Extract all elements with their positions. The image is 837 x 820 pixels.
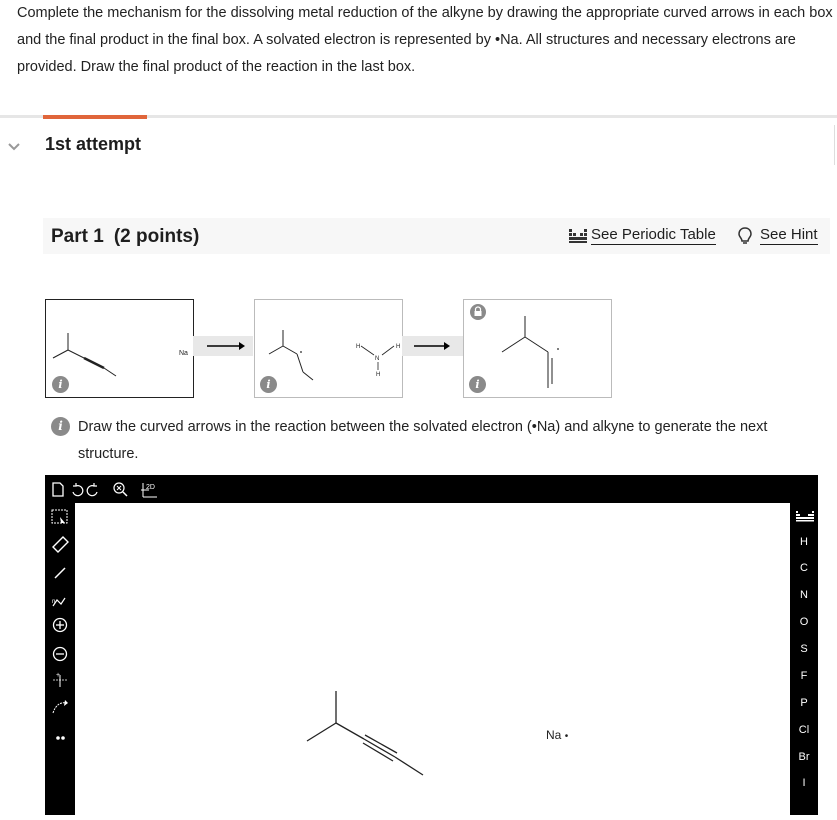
- zoom-clear-icon[interactable]: [114, 483, 127, 496]
- sodium-radical: [546, 728, 568, 742]
- info-icon[interactable]: i: [469, 376, 486, 393]
- svg-text:H: H: [396, 344, 401, 350]
- element-f-button[interactable]: F: [800, 670, 808, 682]
- undo-icon[interactable]: [73, 483, 83, 496]
- see-periodic-table-link[interactable]: See Periodic Table: [591, 226, 716, 243]
- chevron-down-icon[interactable]: [7, 140, 21, 154]
- element-n-button[interactable]: N: [800, 589, 808, 601]
- eraser-icon[interactable]: [53, 537, 68, 552]
- part-points: (2 points): [113, 226, 200, 247]
- svg-text:H: H: [376, 372, 381, 378]
- part-title: [51, 226, 199, 248]
- single-bond-icon[interactable]: [55, 568, 65, 578]
- attempt-tab-indicator: [43, 115, 147, 119]
- element-c-button[interactable]: C: [800, 562, 808, 574]
- curved-arrow-icon[interactable]: [53, 700, 68, 713]
- redo-icon[interactable]: [87, 483, 97, 496]
- intermediate-structure: [255, 300, 402, 397]
- new-document-icon[interactable]: [53, 483, 63, 496]
- lock-icon: [470, 304, 486, 320]
- element-h-button[interactable]: H: [800, 536, 808, 548]
- radical-dot: •: [564, 731, 569, 742]
- svg-text:n: n: [52, 599, 56, 605]
- sodium-label: Na: [179, 350, 188, 357]
- canvas-alkyne-structure: [75, 503, 790, 815]
- info-icon[interactable]: i: [260, 376, 277, 393]
- reaction-arrow-1: [193, 336, 253, 356]
- periodic-table-icon[interactable]: [795, 510, 815, 522]
- element-s-button[interactable]: S: [800, 643, 808, 655]
- question-text: Complete the mechanism for the dissolving metal reduction of the alkyne by drawing the appropriate curved arrows in each box and the final product in the final box. A solvated electron is represented by •Na. All structures and necessary electrons are provided. Draw the final product of the reaction in the last box.: [17, 5, 833, 75]
- svg-text:+: +: [56, 672, 61, 679]
- svg-text:H: H: [356, 344, 361, 350]
- reaction-arrow-2: [402, 336, 463, 356]
- editor-left-toolbar: [45, 503, 75, 815]
- 2d-label: 2D: [146, 484, 155, 491]
- svg-text:N: N: [375, 356, 380, 362]
- editor-element-toolbar: [790, 503, 818, 815]
- element-o-button[interactable]: O: [799, 616, 809, 628]
- drawing-canvas[interactable]: [75, 503, 790, 815]
- element-br-button[interactable]: Br: [798, 751, 810, 763]
- negative-charge-icon[interactable]: [54, 648, 67, 661]
- element-i-button[interactable]: I: [802, 777, 806, 789]
- info-icon[interactable]: i: [52, 376, 69, 393]
- positive-charge-icon[interactable]: [54, 619, 67, 632]
- resonance-arrow-icon[interactable]: [53, 672, 67, 687]
- editor-toolbar: [45, 475, 818, 503]
- lightbulb-icon[interactable]: [738, 227, 752, 245]
- chain-icon[interactable]: [52, 598, 65, 606]
- sodium-label: Na: [546, 728, 562, 742]
- see-hint-link[interactable]: See Hint: [760, 226, 818, 243]
- editor-toolbar-icons: [45, 475, 205, 503]
- info-icon: i: [51, 417, 70, 436]
- attempt-label[interactable]: 1st attempt: [45, 134, 142, 154]
- radical-product-structure: [464, 300, 611, 397]
- element-p-button[interactable]: P: [800, 697, 808, 709]
- periodic-table-icon[interactable]: [568, 227, 588, 245]
- lone-pair-icon[interactable]: [56, 736, 65, 740]
- 2d-mode-icon[interactable]: [141, 483, 157, 497]
- divider: [834, 125, 835, 165]
- selection-icon[interactable]: [52, 510, 67, 523]
- part-label: Part 1: [51, 226, 104, 247]
- instruction-text: Draw the curved arrows in the reaction between the solvated electron (•Na) and alkyne to generate the next structure.: [78, 419, 768, 462]
- element-cl-button[interactable]: Cl: [798, 724, 810, 736]
